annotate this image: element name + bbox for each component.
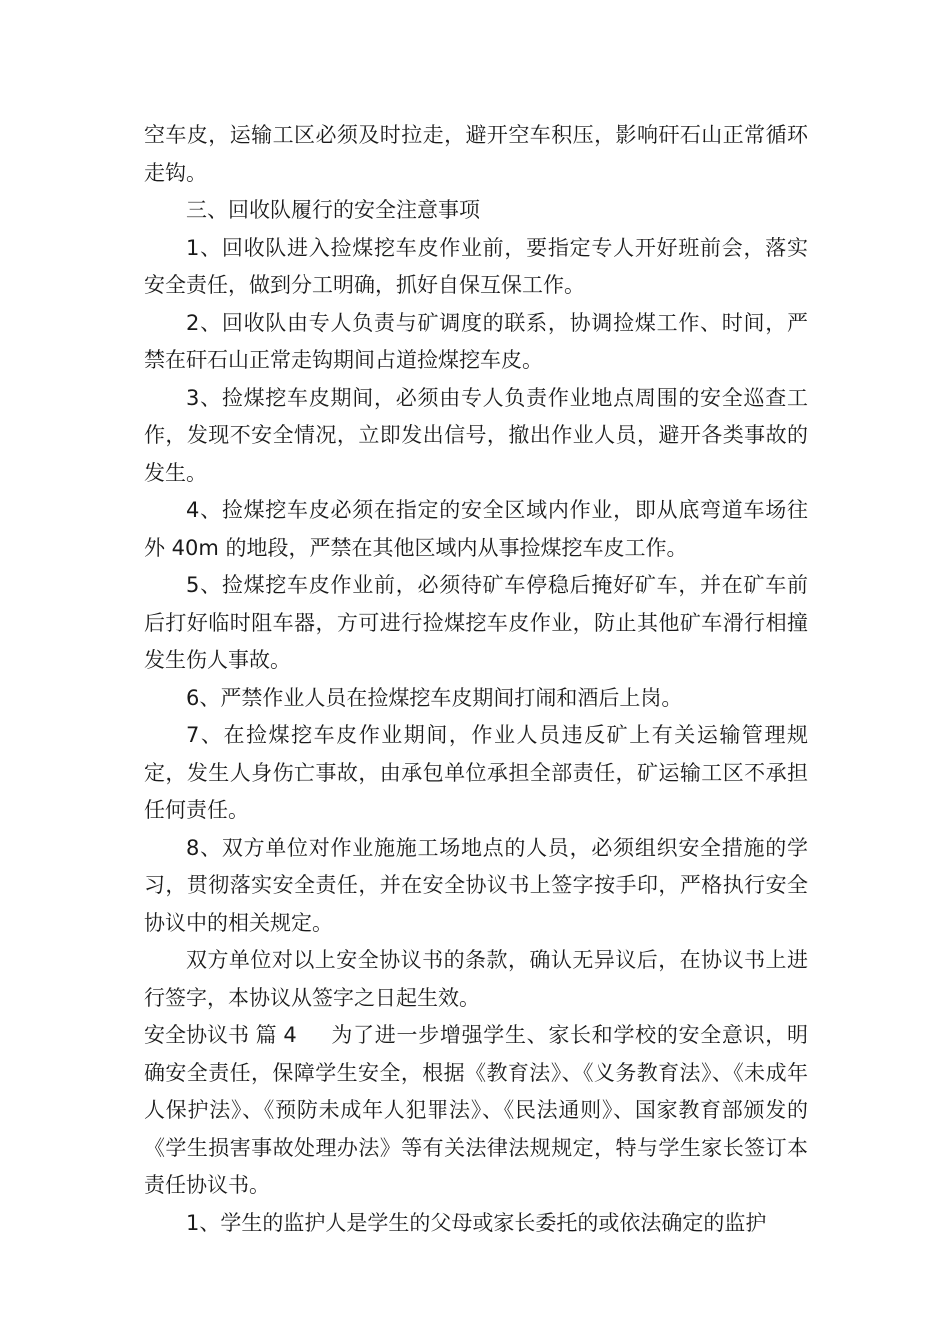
- document-body: [144, 117, 808, 1242]
- section-4-paragraph: [144, 1017, 808, 1205]
- section-heading: 三、回收队履行的安全注意事项: [186, 198, 480, 222]
- section-title: 安全协议书 篇 4: [144, 1023, 297, 1047]
- paragraph: 空车皮，运输工区必须及时拉走，避开空车积压，影响矸石山正常循环走钩。: [144, 123, 808, 185]
- clause-7: 7、在捡煤挖车皮作业期间，作业人员违反矿上有关运输管理规定，发生人身伤亡事故，由承包单位承担全部责任，矿运输工区不承担任何责任。: [144, 723, 808, 822]
- clause-3: 3、捡煤挖车皮期间，必须由专人负责作业地点周围的安全巡查工作，发现不安全情况，立即发出信号，撤出作业人员，避开各类事故的发生。: [144, 385, 808, 485]
- clause-5: 5、捡煤挖车皮作业前，必须待矿车停稳后掩好矿车，并在矿车前后打好临时阻车器，方可进行捡煤挖车皮作业，防止其他矿车滑行相撞发生伤人事故。: [144, 573, 808, 672]
- clause-1: 1、回收队进入捡煤挖车皮作业前，要指定专人开好班前会，落实安全责任，做到分工明确，抓好自保互保工作。: [144, 235, 808, 297]
- section-intro-text: 为了进一步增强学生、家长和学校的安全意识，明确安全责任，保障学生安全，根据《教育法》、《义务教育法》、《未成年人保护法》、《预防未成年人犯罪法》、《民法通则》、国家教育部颁发的《学生损害事故处理办法》等有关法律法规规定，特与学生家长签订本责任协议书。: [144, 1023, 808, 1197]
- clause-2: 2、回收队由专人负责与矿调度的联系，协调捡煤工作、时间，严禁在矸石山正常走钩期间占道捡煤挖车皮。: [144, 310, 808, 372]
- clause-6: 6、严禁作业人员在捡煤挖车皮期间打闹和酒后上岗。: [186, 685, 683, 710]
- final-clause-1: 1、学生的监护人是学生的父母或家长委托的或依法确定的监护: [186, 1210, 767, 1235]
- clause-8: 8、双方单位对作业施施工场地点的人员，必须组织安全措施的学习，贯彻落实安全责任，并在安全协议书上签字按手印，严格执行安全协议中的相关规定。: [144, 835, 808, 935]
- clause-4: 4、捡煤挖车皮必须在指定的安全区域内作业，即从底弯道车场往外 40m 的地段，严禁在其他区域内从事捡煤挖车皮工作。: [144, 498, 808, 560]
- closing-paragraph: 双方单位对以上安全协议书的条款，确认无异议后，在协议书上进行签字，本协议从签字之日起生效。: [144, 948, 808, 1010]
